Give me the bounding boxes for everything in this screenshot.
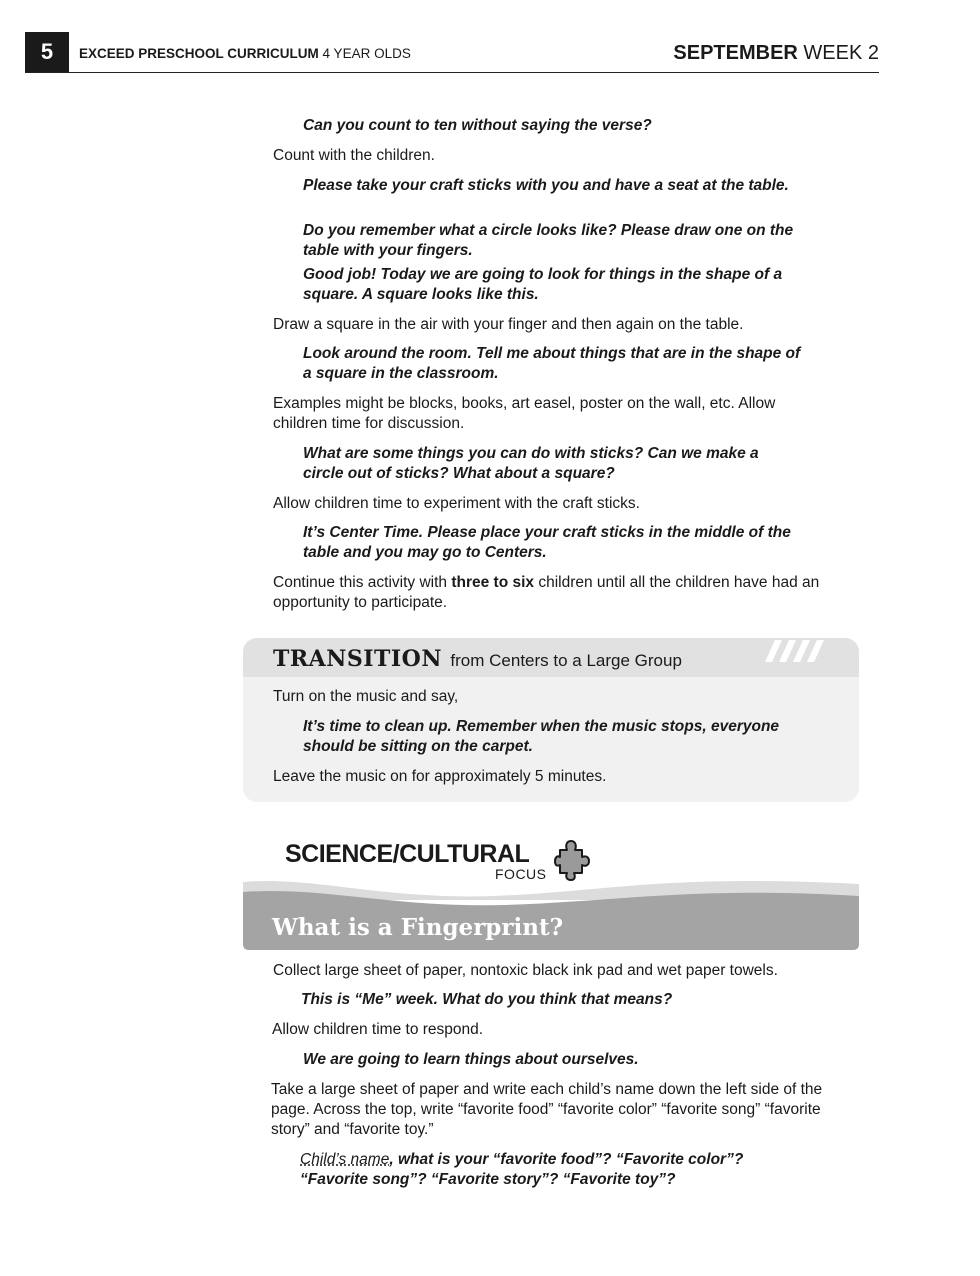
continue-before: Continue this activity with (273, 574, 452, 591)
month-week-label (673, 42, 879, 65)
puzzle-piece-icon (554, 838, 590, 882)
instruction-line: Count with the children. (273, 147, 435, 164)
transition-word: TRANSITION (273, 646, 442, 672)
section-focus: FOCUS (495, 866, 547, 882)
say-line: Look around the room. Tell me about things that are in the shape of a square in the classroom. (303, 345, 801, 382)
continue-bold: three to six (451, 574, 535, 591)
transition-header (243, 638, 859, 677)
say-line: Do you remember what a circle looks like? Please draw one on the table with your fingers. (303, 222, 794, 259)
curriculum-name: EXCEED PRESCHOOL CURRICULUM (79, 46, 319, 61)
continue-line (273, 573, 833, 613)
say-line: It’s Center Time. Please place your craft sticks in the middle of the table and you may go to Centers. (303, 524, 791, 561)
child-name-placeholder: Child’s name (300, 1151, 390, 1168)
instruction-line: Draw a square in the air with your finger and then again on the table. (273, 316, 744, 333)
say-line: What are some things you can do with sticks? Can we make a circle out of sticks? What about a square? (303, 445, 759, 482)
instruction-line: Turn on the music and say, (273, 688, 459, 705)
transition-subtitle: from Centers to a Large Group (450, 651, 682, 670)
instruction-line: Allow children time to respond. (272, 1021, 484, 1038)
stripes-decoration-icon (765, 640, 825, 662)
section-title: SCIENCE/CULTURAL (285, 840, 530, 868)
instruction-line: Examples might be blocks, books, art easel, poster on the wall, etc. Allow children time for discussion. (273, 395, 776, 432)
say-line: We are going to learn things about ourselves. (303, 1051, 639, 1068)
final-question (300, 1150, 800, 1190)
final-question-text: , what is your “favorite food”? “Favorite color”? “Favorite song”? “Favorite story”? “Favorite toy”? (300, 1151, 744, 1188)
say-line: Can you count to ten without saying the verse? (303, 117, 652, 134)
month: SEPTEMBER (673, 42, 798, 64)
week: WEEK 2 (803, 42, 879, 64)
say-line: This is “Me” week. What do you think that means? (301, 991, 673, 1008)
say-line: It’s time to clean up. Remember when the music stops, everyone should be sitting on the carpet. (303, 718, 780, 755)
page-number: 5 (25, 32, 69, 72)
instruction-line: Collect large sheet of paper, nontoxic black ink pad and wet paper towels. (273, 962, 778, 979)
curriculum-label (79, 46, 411, 61)
instruction-line: Leave the music on for approximately 5 minutes. (273, 768, 607, 785)
say-line: Good job! Today we are going to look for things in the shape of a square. A square looks like this. (303, 266, 783, 303)
age-group: 4 YEAR OLDS (322, 46, 411, 61)
instruction-line: Take a large sheet of paper and write each child’s name down the left side of the page. Across the top, write “favorite food” “favorite color” “favorite song” “favorite story” and “favorite toy.” (271, 1081, 823, 1138)
say-line: Please take your craft sticks with you and have a seat at the table. (303, 177, 789, 194)
transition-title (273, 646, 682, 672)
instruction-line: Allow children time to experiment with the craft sticks. (273, 495, 640, 512)
continue-after: children until all the children have had an opportunity to participate. (273, 574, 820, 611)
activity-title: What is a Fingerprint? (272, 914, 564, 941)
page-header (25, 32, 879, 73)
